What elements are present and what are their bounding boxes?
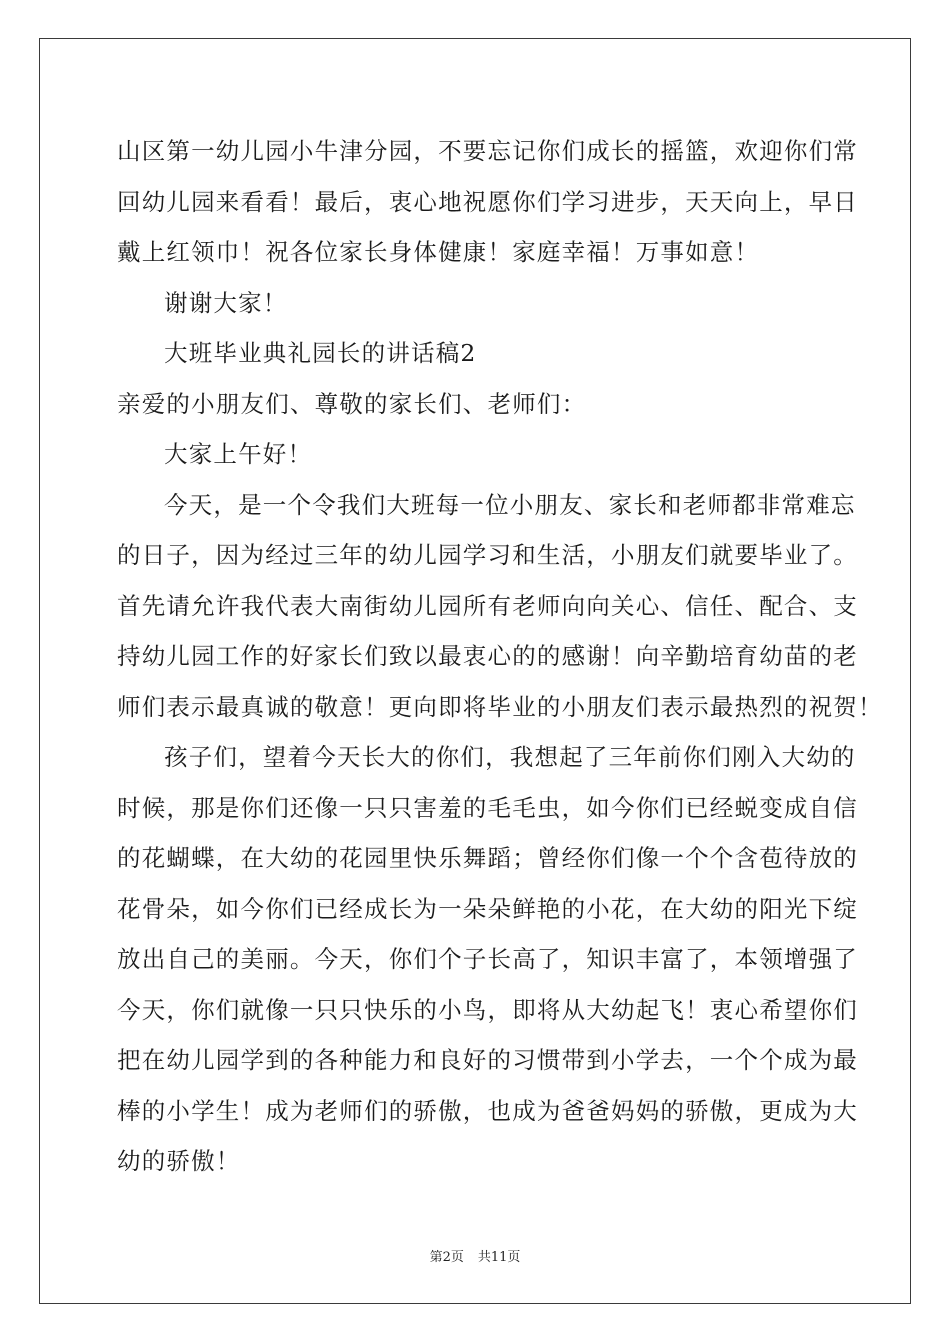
text-line: 山区第一幼儿园小牛津分园，不要忘记你们成长的摇篮，欢迎你们常 — [117, 137, 858, 165]
text-line: 把在幼儿园学到的各种能力和良好的习惯带到小学去，一个个成为最 — [117, 1046, 858, 1074]
page-number: 第2页 — [429, 1250, 464, 1265]
text-line: 回幼儿园来看看！最后，衷心地祝愿你们学习进步，天天向上，早日 — [117, 187, 858, 216]
text-line: 孩子们，望着今天长大的你们，我想起了三年前你们刚入大幼的 — [164, 743, 856, 771]
text-line: 师们表示最真诚的敬意！更向即将毕业的小朋友们表示最热烈的祝贺！ — [117, 692, 883, 721]
text-line: 幼的骄傲！ — [117, 1147, 241, 1175]
text-line: 的日子，因为经过三年的幼儿园学习和生活，小朋友们就要毕业了。 — [117, 541, 858, 569]
text-line: 持幼儿园工作的好家长们致以最衷心的的感谢！向辛勤培育幼苗的老 — [117, 642, 858, 670]
text-line: 时候，那是你们还像一只只害羞的毛毛虫，如今你们已经蜕变成自信 — [117, 793, 858, 822]
text-line: 花骨朵，如今你们已经成长为一朵朵鲜艳的小花，在大幼的阳光下绽 — [117, 894, 858, 923]
section-heading: 大班毕业典礼园长的讲话稿2 — [164, 339, 477, 367]
text-line: 谢谢大家！ — [164, 288, 288, 317]
text-line: 首先请允许我代表大南街幼儿园所有老师向向关心、信任、配合、支 — [117, 591, 858, 620]
page-footer — [0, 1246, 950, 1265]
text-line: 今天，是一个令我们大班每一位小朋友、家长和老师都非常难忘 — [164, 490, 856, 519]
greeting-line: 大家上午好！ — [164, 440, 313, 468]
document-body — [117, 126, 883, 1187]
salutation-line: 亲爱的小朋友们、尊敬的家长们、老师们： — [117, 389, 587, 418]
text-line: 棒的小学生！成为老师们的骄傲，也成为爸爸妈妈的骄傲，更成为大 — [117, 1096, 858, 1125]
text-line: 放出自己的美丽。今天，你们个子长高了，知识丰富了，本领增强了 — [117, 945, 858, 973]
text-line: 今天，你们就像一只只快乐的小鸟，即将从大幼起飞！衷心希望你们 — [117, 995, 858, 1024]
text-line: 戴上红领巾！祝各位家长身体健康！家庭幸福！万事如意！ — [117, 238, 760, 266]
total-pages: 共11页 — [477, 1250, 521, 1265]
text-line: 的花蝴蝶，在大幼的花园里快乐舞蹈；曾经你们像一个个含苞待放的 — [117, 844, 858, 872]
